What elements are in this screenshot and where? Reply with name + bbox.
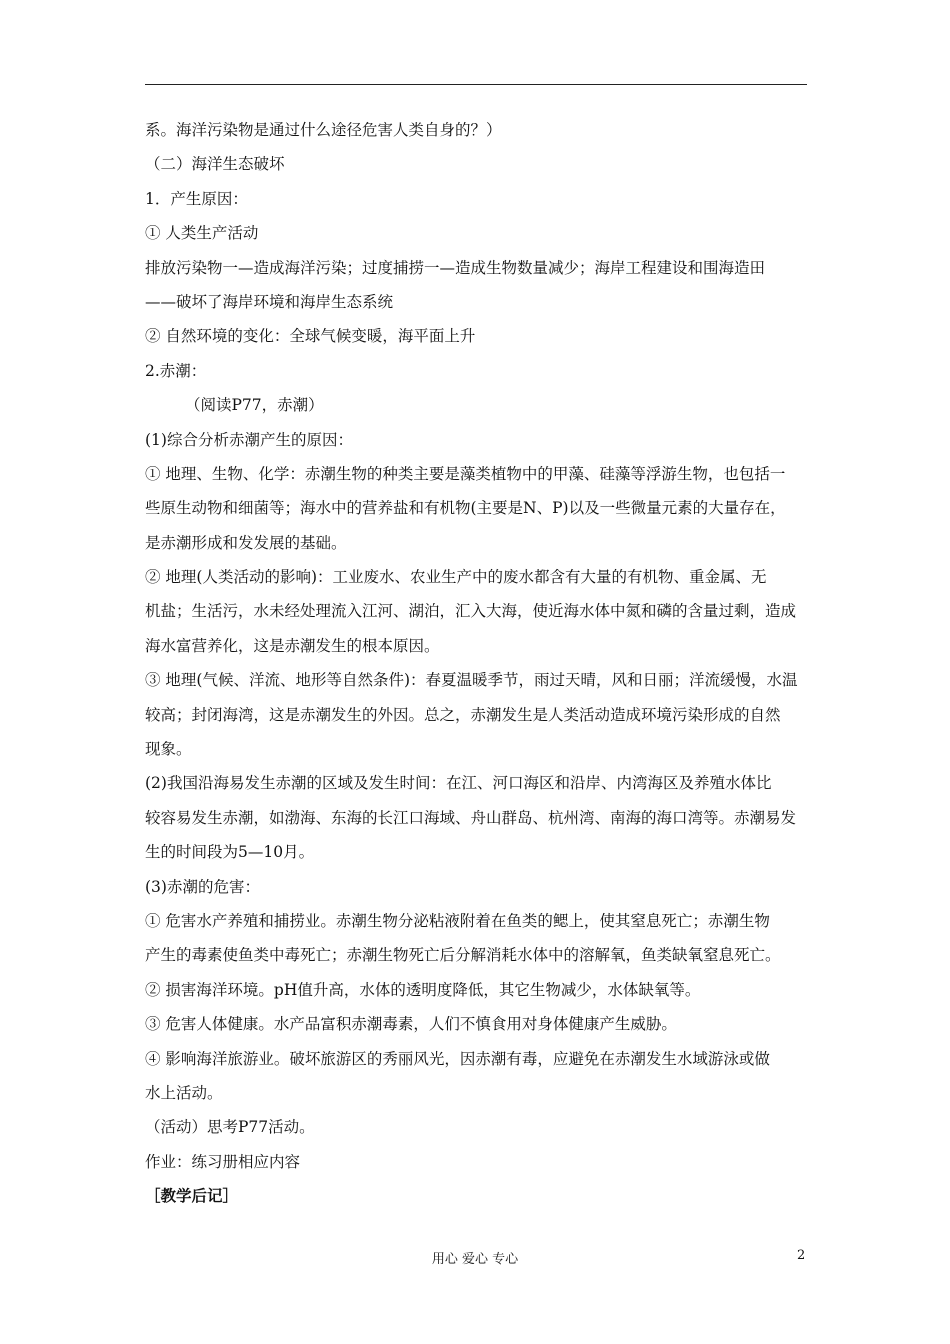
page-number: 2 [797,1248,806,1263]
section-heading: （二）海洋生态破坏 [145,155,285,174]
body-line: 较高；封闭海湾，这是赤潮发生的外因。总之，赤潮发生是人类活动造成环境污染形成的自然 [145,705,781,724]
body-line: (1)综合分析赤潮产生的原因： [145,430,353,449]
section-heading: ［教学后记］ [145,1187,239,1206]
body-line: (2)我国沿海易发生赤潮的区域及发生时间：在江、河口海区和沿岸、内湾海区及养殖水体比 [145,774,772,793]
body-line: 较容易发生赤潮，如渤海、东海的长江口海域、舟山群岛、杭州湾、南海的海口湾等。赤潮易发 [145,808,797,827]
section-heading: 2.赤潮： [145,361,207,380]
body-line: 现象。 [145,740,192,759]
body-line: ——破坏了海岸环境和海岸生态系统 [145,292,394,311]
body-line: 水上活动。 [145,1083,223,1102]
body-line: ① 危害水产养殖和捕捞业。赤潮生物分泌粘液附着在鱼类的鳃上，使其窒息死亡；赤潮生物 [145,911,770,930]
body-line: 产生的毒素使鱼类中毒死亡；赤潮生物死亡后分解消耗水体中的溶解氧，鱼类缺氧窒息死亡。 [145,946,781,965]
body-line: ③ 危害人体健康。水产品富积赤潮毒素，人们不慎食用对身体健康产生威胁。 [145,1015,677,1034]
document-body [145,120,815,1221]
body-line: ① 地理、生物、化学：赤潮生物的种类主要是藻类植物中的甲藻、硅藻等浮游生物，也包括一 [145,464,786,483]
body-line: 生的时间段为5—10月。 [145,843,315,862]
footer-slogan: 用心 爱心 专心 [431,1252,519,1267]
body-line: (3)赤潮的危害： [145,877,260,896]
body-line: ② 自然环境的变化：全球气候变暖，海平面上升 [145,327,476,346]
body-line: 海水富营养化，这是赤潮发生的根本原因。 [145,636,440,655]
body-line: ③ 地理(气候、洋流、地形等自然条件)：春夏温暖季节，雨过天晴，风和日丽；洋流缓慢，水温 [145,671,798,690]
header-rule [145,84,807,85]
body-line: ② 损害海洋环境。pH值升高，水体的透明度降低，其它生物减少，水体缺氧等。 [145,980,701,999]
body-line: 1．产生原因： [145,189,248,208]
body-line: 些原生动物和细菌等；海水中的营养盐和有机物(主要是N、P)以及一些微量元素的大量存在， [145,499,786,518]
body-line: ④ 影响海洋旅游业。破坏旅游区的秀丽风光，因赤潮有毒，应避免在赤潮发生水域游泳或做 [145,1049,770,1068]
body-line: 排放污染物一—造成海洋污染；过度捕捞一—造成生物数量减少；海岸工程建设和围海造田 [145,258,766,277]
body-line: 作业：练习册相应内容 [145,1152,301,1171]
body-line: ② 地理(人类活动的影响)：工业废水、农业生产中的废水都含有大量的有机物、重金属、无 [145,568,767,587]
body-line: 是赤潮形成和发发展的基础。 [145,533,347,552]
body-line: ① 人类生产活动 [145,224,259,243]
body-line: （阅读P77，赤潮） [185,396,324,415]
body-line: （活动）思考P77活动。 [145,1118,315,1137]
body-line: 机盐；生活污，水未经处理流入江河、湖泊，汇入大海，使近海水体中氮和磷的含量过剩，造成 [145,602,797,621]
body-line: 系。海洋污染物是通过什么途径危害人类自身的？） [145,121,502,139]
